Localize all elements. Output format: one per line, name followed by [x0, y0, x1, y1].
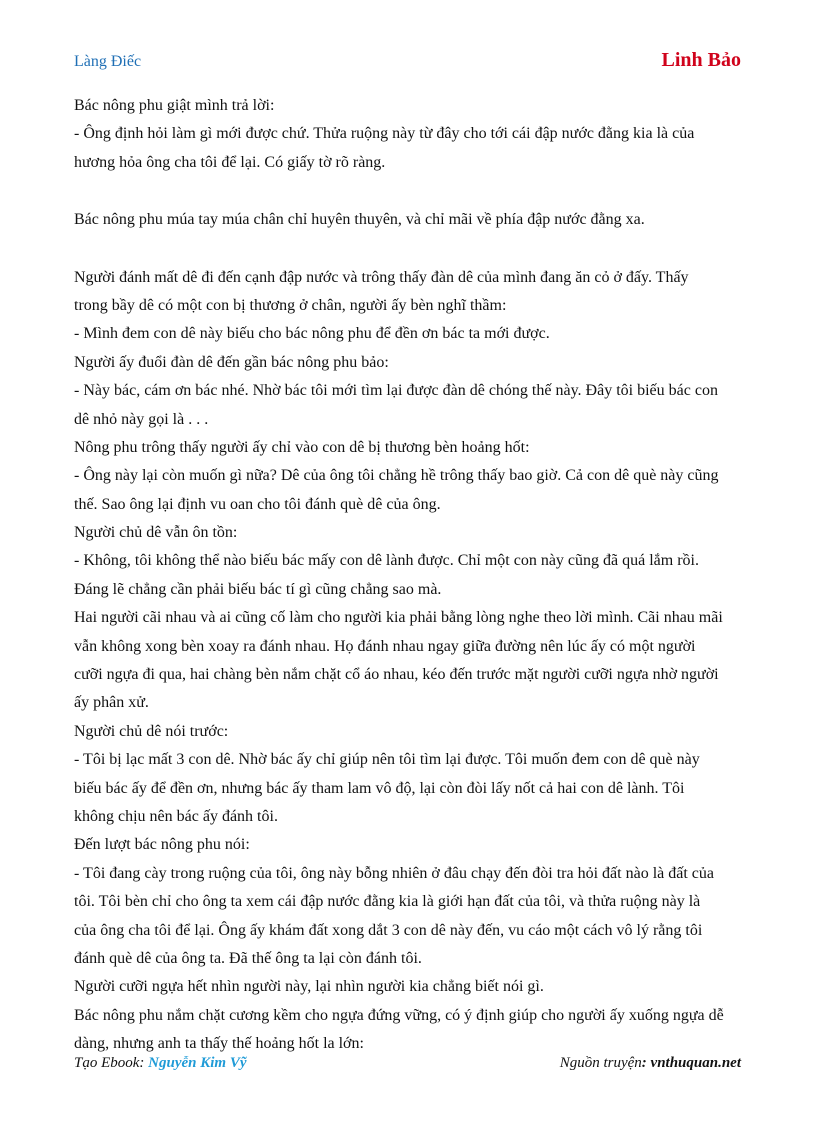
text-line: của ông cha tôi để lại. Ông ấy khám đất xong dắt 3 con dê này đến, vu cáo một cách vô lý rằng tôi [74, 921, 703, 939]
text-line: - Tôi đang cày trong ruộng của tôi, ông này bỗng nhiên ở đâu chạy đến đòi tra hỏi đất nào là đất của [74, 864, 714, 882]
text-line: Hai người cãi nhau và ai cũng cố làm cho người kia phải bằng lòng nghe theo lời mình. Cãi nhau mãi [74, 609, 723, 627]
text-line: tôi. Tôi bèn chỉ cho ông ta xem cái đập nước đằng kia là giới hạn đất của tôi, và thửa ruộng này là [74, 893, 701, 911]
text-line: - Ông định hỏi làm gì mới được chứ. Thửa ruộng này từ đây cho tới cái đập nước đằng kia là của [74, 125, 695, 143]
text-line: ấy phân xử. [74, 694, 149, 712]
text-line: Người chủ dê vẫn ôn tồn: [74, 524, 238, 542]
text-line: - Mình đem con dê này biếu cho bác nông phu để đền ơn bác ta mới được. [74, 325, 550, 343]
page-footer [74, 1055, 741, 1077]
text-line: vẫn không xong bèn xoay ra đánh nhau. Họ đánh nhau ngay giữa đường nên lúc ấy có một người [74, 637, 696, 655]
text-line: Bác nông phu giật mình trả lời: [74, 97, 275, 114]
source-label: Nguồn truyện [559, 1055, 642, 1071]
text-line: - Ông này lại còn muốn gì nữa? Dê của ông tôi chẳng hề trông thấy bao giờ. Cả con dê què này cũng [74, 467, 719, 485]
text-line: không chịu nên bác ấy đánh tôi. [74, 807, 278, 825]
source-credit: Nguồn truyện: vnthuquan.net [559, 1055, 741, 1071]
author-name: Linh Bảo [661, 49, 741, 71]
text-line: thế. Sao ông lại định vu oan cho tôi đánh què dê của ông. [74, 495, 441, 513]
text-line: cưỡi ngựa đi qua, hai chàng bèn nắm chặt cổ áo nhau, kéo đến trước mặt người cưỡi ngựa nhờ người [74, 666, 719, 684]
text-line: đánh què dê của ông ta. Đã thế ông ta lại còn đánh tôi. [74, 949, 422, 967]
ebook-label: Tạo Ebook [74, 1055, 140, 1071]
text-line: hương hỏa ông cha tôi để lại. Có giấy tờ rõ ràng. [74, 153, 386, 171]
text-line: dê nhỏ này gọi là . . . [74, 410, 209, 428]
source-site: vnthuquan.net [650, 1055, 741, 1071]
ebook-credit: Tạo Ebook: Nguyễn Kim Vỹ [74, 1055, 247, 1071]
text-line: Đáng lẽ chẳng cần phải biếu bác tí gì cũng chẳng sao mà. [74, 580, 442, 598]
text-line: - Này bác, cám ơn bác nhé. Nhờ bác tôi mới tìm lại được đàn dê chóng thế này. Đây tôi biếu bác con [74, 382, 718, 400]
text-line: - Tôi bị lạc mất 3 con dê. Nhờ bác ấy chỉ giúp nên tôi tìm lại được. Tôi muốn đem con dê què này [74, 751, 700, 769]
text-line: Người cưỡi ngựa hết nhìn người này, lại nhìn người kia chẳng biết nói gì. [74, 978, 544, 996]
text-line: trong bầy dê có một con bị thương ở chân, người ấy bèn nghĩ thầm: [74, 296, 507, 314]
text-line: Bác nông phu nắm chặt cương kềm cho ngựa đứng vững, có ý định giúp cho người ấy xuống ngựa dễ [74, 1006, 724, 1024]
text-line: dàng, nhưng anh ta thấy thế hoảng hốt la lớn: [74, 1035, 364, 1053]
text-line: Đến lượt bác nông phu nói: [74, 836, 250, 854]
text-line: Người chủ dê nói trước: [74, 722, 229, 740]
text-line: Người ấy đuổi đàn dê đến gần bác nông phu bảo: [74, 353, 389, 371]
text-line: Người đánh mất dê đi đến cạnh đập nước và trông thấy đàn dê của mình đang ăn cỏ ở đấy. Thấy [74, 268, 689, 286]
text-line: biếu bác ấy để đền ơn, nhưng bác ấy tham lam vô độ, lại còn đòi lấy nốt cả hai con dê lành. Tôi [74, 779, 685, 797]
text-line: - Không, tôi không thể nào biếu bác mấy con dê lành được. Chỉ một con này cũng đã quá lắm rồi. [74, 552, 699, 570]
ebook-author: Nguyễn Kim Vỹ [148, 1055, 247, 1071]
text-line: Bác nông phu múa tay múa chân chỉ huyên thuyên, và chỉ mãi về phía đập nước đằng xa. [74, 211, 645, 229]
page-header [74, 49, 741, 75]
book-title: Làng Điếc [74, 53, 142, 70]
text-line: Nông phu trông thấy người ấy chỉ vào con dê bị thương bèn hoảng hốt: [74, 438, 530, 456]
story-text [74, 92, 744, 1059]
